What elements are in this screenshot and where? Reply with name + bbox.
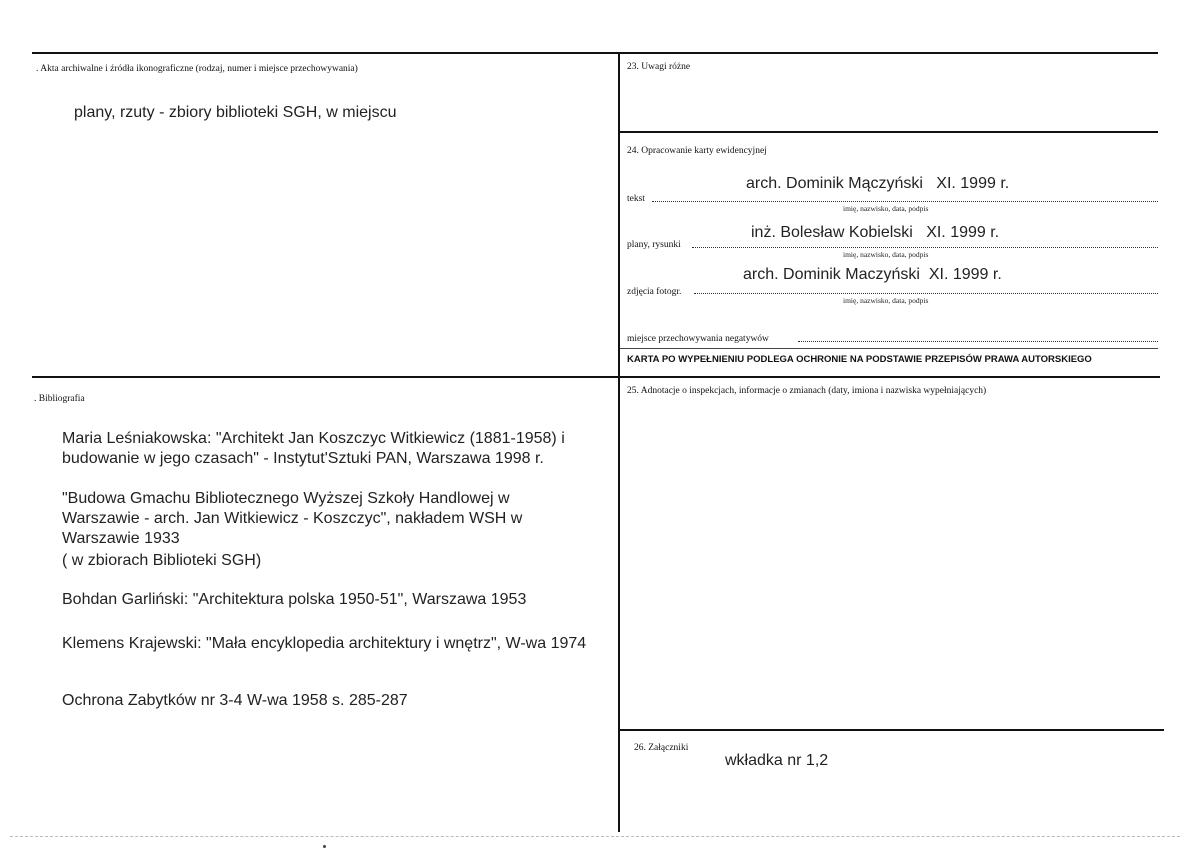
archival-sources-entry: plany, rzuty - zbiory biblioteki SGH, w miejscu: [74, 104, 397, 121]
drawings-dotted-line: [692, 247, 1158, 248]
negatives-dotted-line: [798, 341, 1158, 342]
bibliography-entry-1: Maria Leśniakowska: "Architekt Jan Koszczyc Witkiewicz (1881-1958) i budowanie w jego czasach" - Instytut'Sztuki PAN, Warszawa 1998 r.: [62, 430, 565, 467]
photos-author-value: arch. Dominik Maczyński XI. 1999 r.: [743, 266, 1002, 283]
text-author-value: arch. Dominik Mączyński XI. 1999 r.: [746, 175, 1010, 192]
photos-row-label: zdjęcia fotogr.: [627, 287, 682, 297]
scan-bottom-edge: [10, 836, 1180, 837]
divider-25-26: [620, 729, 1164, 731]
middle-rule: [32, 376, 1160, 378]
inspection-notes-heading: 25. Adnotacje o inspekcjach, informacje o zmianach (daty, imiona i nazwiska wypełniających): [627, 386, 987, 396]
divider-23-24: [620, 131, 1158, 133]
card-preparation-heading: 24. Opracowanie karty ewidencyjnej: [627, 146, 767, 156]
center-divider: [618, 52, 620, 832]
scan-speck: [323, 845, 326, 848]
drawings-author-value: inż. Bolesław Kobielski XI. 1999 r.: [751, 224, 1000, 241]
text-row-label: tekst: [627, 194, 645, 204]
drawings-row-caption: imię, nazwisko, data, podpis: [843, 250, 929, 259]
bibliography-entry-5: Ochrona Zabytków nr 3-4 W-wa 1958 s. 285-287: [62, 692, 408, 709]
attachments-entry: wkładka nr 1,2: [725, 752, 829, 769]
bibliography-entry-2: "Budowa Gmachu Bibliotecznego Wyższej Szkoły Handlowej w Warszawie - arch. Jan Witkiewicz - Koszczyc", nakładem WSH w Warszawie 1933: [62, 490, 523, 547]
top-rule: [32, 52, 1158, 54]
negatives-location-label: miejsce przechowywania negatywów: [627, 334, 769, 344]
copyright-note: KARTA PO WYPEŁNIENIU PODLEGA OCHRONIE NA PODSTAWIE PRZEPISÓW PRAWA AUTORSKIEGO: [627, 354, 1092, 365]
bibliography-entry-4: Klemens Krajewski: "Mała encyklopedia architektury i wnętrz", W-wa 1974: [62, 635, 587, 652]
copyright-rule: [620, 348, 1158, 349]
bibliography-entry-3: Bohdan Garliński: "Architektura polska 1950-51", Warszawa 1953: [62, 591, 527, 608]
photos-row-caption: imię, nazwisko, data, podpis: [843, 296, 929, 305]
text-dotted-line: [652, 201, 1158, 202]
drawings-row-label: plany, rysunki: [627, 240, 681, 250]
attachments-heading: 26. Załączniki: [634, 743, 689, 753]
archival-sources-heading: . Akta archiwalne i źródła ikonograficzne (rodzaj, numer i miejsce przechowywania): [36, 64, 358, 74]
bibliography-heading: . Bibliografia: [34, 394, 85, 404]
photos-dotted-line: [694, 293, 1158, 294]
bibliography-entry-2-note: ( w zbiorach Biblioteki SGH): [62, 552, 262, 569]
misc-remarks-heading: 23. Uwagi różne: [627, 62, 691, 72]
text-row-caption: imię, nazwisko, data, podpis: [843, 204, 929, 213]
